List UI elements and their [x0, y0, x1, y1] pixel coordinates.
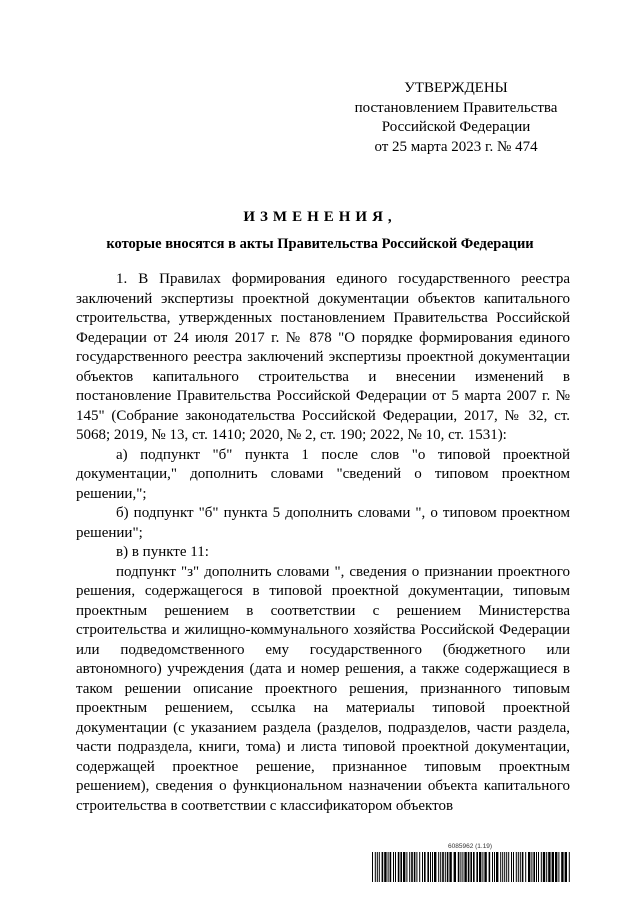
- barcode-bar: [424, 852, 426, 882]
- barcode: [372, 852, 572, 882]
- barcode-bar: [484, 852, 486, 882]
- approval-line-2: Российской Федерации: [381, 119, 531, 135]
- barcode-bar: [454, 852, 456, 882]
- barcode-bar: [409, 852, 410, 882]
- barcode-bar: [533, 852, 535, 882]
- barcode-bar: [411, 852, 413, 882]
- approval-line-3: от 25 марта 2023 г. № 474: [374, 138, 538, 155]
- barcode-bar: [372, 852, 373, 882]
- barcode-bar: [473, 852, 475, 882]
- barcode-bar: [516, 852, 517, 882]
- barcode-bar: [504, 852, 505, 882]
- barcode-bar: [470, 852, 472, 882]
- barcode-bar: [414, 852, 416, 882]
- paragraph-1: 1. В Правилах формирования единого государственного реестра заключений экспертизы проектной документации объектов капитального строительства, утвержденных постановлением Правительства Российской Федерации от 24 июля 2017 г. № 878 "О порядке формирования единого государственного реестра заключений экспертизы проектной документации объектов капитального строительства и внесении изменений в постановление Правительства Российской Федерации от 5 марта 2007 г. № 145" (Собрание законодательства Российской Федерации, 2017, № 32, ст. 5068; 2019, № 13, ст. 1410; 2020, № 2, ст. 190; 2022, № 10, ст. 1531):: [76, 271, 570, 443]
- barcode-bar: [525, 852, 526, 882]
- approval-line-1: постановлением Правительства: [354, 99, 558, 116]
- barcode-bar: [569, 852, 570, 882]
- barcode-bar: [506, 852, 507, 882]
- barcode-bar: [464, 852, 466, 882]
- barcode-bar: [427, 852, 429, 882]
- barcode-bar: [406, 852, 407, 882]
- barcode-bar: [400, 852, 402, 882]
- barcode-bar: [382, 852, 384, 882]
- barcode-bar: [388, 852, 389, 882]
- barcode-bar: [518, 852, 519, 882]
- barcode-bar: [511, 852, 512, 882]
- barcode-bar: [422, 852, 423, 882]
- document-code: 6085962 (1.19): [448, 843, 493, 850]
- barcode-bar: [393, 852, 394, 882]
- barcode-bar: [416, 852, 417, 882]
- barcode-bar: [531, 852, 532, 882]
- barcode-bar: [445, 852, 446, 882]
- barcode-bar: [462, 852, 463, 882]
- barcode-bar: [438, 852, 439, 882]
- barcode-bar: [434, 852, 436, 882]
- barcode-bar: [496, 852, 498, 882]
- barcode-bar: [460, 852, 461, 882]
- barcode-bar: [541, 852, 542, 882]
- barcode-bar: [442, 852, 444, 882]
- barcode-bar: [432, 852, 433, 882]
- approval-stamp: [340, 79, 572, 157]
- barcode-bar: [384, 852, 386, 882]
- barcode-bar: [561, 852, 563, 882]
- barcode-bar: [398, 852, 400, 882]
- barcode-bar: [522, 852, 524, 882]
- barcode-bar: [375, 852, 376, 882]
- barcode-bar: [458, 852, 460, 882]
- paragraph-5: подпункт "з" дополнить словами ", сведения о признании проектного решения, содержащегося в типовой проектной документации, типовым проектным решением в соответствии с решением Министерства строительства и жилищно-коммунального хозяйства Российской Федерации или подведомственного ему государственного (бюджетного или автономного) учреждения (дата и номер решения, а также содержащиеся в таком решении описание проектного решения, признанного типовым проектным решением, ссылка на материалы типовой проектной документации (с указанием раздела (разделов, подразделов, части раздела, части подраздела, книги, тома) и листа типовой проектной документации, содержащей проектное решение, признанное типовым проектным решением), сведения о функциональном назначении объекта капитального строительства в соответствии с классификатором объектов: [76, 563, 570, 814]
- barcode-bar: [468, 852, 470, 882]
- barcode-bar: [377, 852, 378, 882]
- paragraph-2: а) подпункт "б" пункта 1 после слов "о типовой проектной документации," дополнить словами "сведений о типовом проектном решении,";: [76, 446, 570, 502]
- barcode-bar: [543, 852, 545, 882]
- document-body: [76, 270, 570, 816]
- barcode-bar: [513, 852, 514, 882]
- approval-title: УТВЕРЖДЕНЫ: [404, 80, 508, 96]
- barcode-bar: [403, 852, 405, 882]
- barcode-bar: [479, 852, 481, 882]
- barcode-bar: [520, 852, 521, 882]
- barcode-bar: [565, 852, 567, 882]
- barcode-bar: [500, 852, 501, 882]
- barcode-bar: [536, 852, 537, 882]
- paragraph-3: б) подпункт "б" пункта 5 дополнить словами ", о типовом проектном решении";: [76, 505, 570, 541]
- barcode-bar: [447, 852, 449, 882]
- barcode-bar: [430, 852, 431, 882]
- barcode-bar: [494, 852, 495, 882]
- barcode-bar: [508, 852, 509, 882]
- barcode-bar: [395, 852, 396, 882]
- barcode-bar: [502, 852, 503, 882]
- document-title: ИЗМЕНЕНИЯ,: [243, 209, 397, 225]
- barcode-bar: [528, 852, 530, 882]
- barcode-bar: [440, 852, 441, 882]
- barcode-bar: [555, 852, 557, 882]
- barcode-bar: [489, 852, 491, 882]
- barcode-bar: [548, 852, 550, 882]
- barcode-bar: [538, 852, 539, 882]
- barcode-bar: [379, 852, 380, 882]
- barcode-bar: [552, 852, 554, 882]
- barcode-bar: [492, 852, 493, 882]
- barcode-bar: [558, 852, 559, 882]
- barcode-bar: [449, 852, 451, 882]
- paragraph-4: в) в пункте 11:: [116, 544, 209, 560]
- barcode-bar: [482, 852, 483, 882]
- document-subtitle: которые вносятся в акты Правительства Российской Федерации: [106, 236, 534, 252]
- barcode-bar: [476, 852, 478, 882]
- barcode-bar: [390, 852, 392, 882]
- barcode-bar: [546, 852, 547, 882]
- barcode-bar: [419, 852, 420, 882]
